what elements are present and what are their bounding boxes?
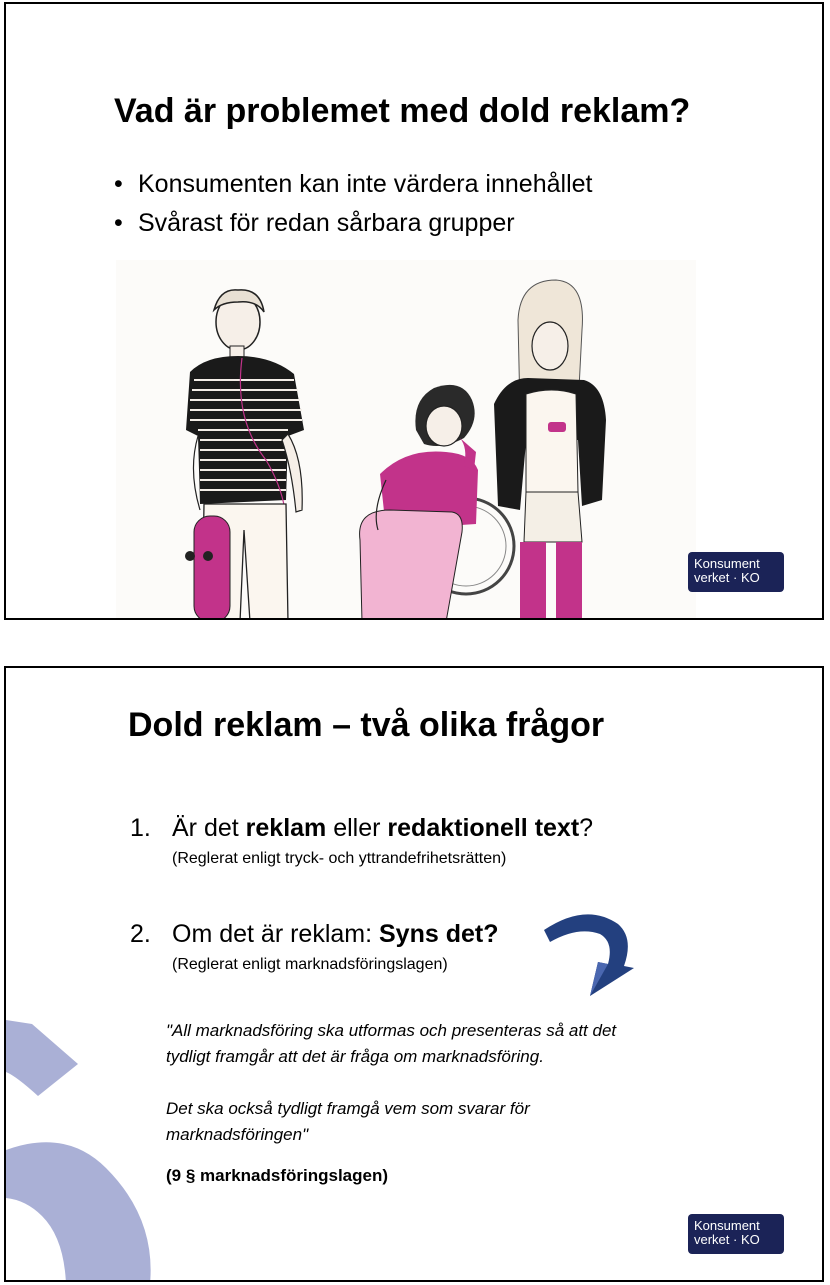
question-emphasis: reklam [245,814,327,842]
logo-line-1: Konsument [694,556,760,571]
bullet-item: • Svårast för redan sårbara grupper [114,209,592,238]
bullet-item: • Konsumenten kan inte värdera innehållet [114,170,592,199]
question-2 [130,920,498,949]
quote-line: Det ska också tydligt framgå vem som svarar för [166,1099,530,1118]
question-text: eller [326,814,388,842]
question-text: Är det [172,814,246,842]
slide-1 [4,2,824,620]
curved-arrow-icon [540,908,636,998]
slide-2 [4,666,824,1282]
quote-line: marknadsföringen" [166,1125,309,1144]
slide-1-title: Vad är problemet med dold reklam? [114,92,691,130]
question-number: 2. [130,920,151,948]
question-emphasis: redaktionell text [387,814,580,842]
logo-line-2: verket · KO [694,570,760,585]
question-emphasis: Syns det? [379,920,499,948]
question-number: 1. [130,814,151,842]
question-text: ? [579,814,594,842]
three-young-people-illustration [116,260,696,620]
slide-1-bullets [114,170,592,248]
quote-paragraph-2 [166,1096,530,1148]
slide-2-title: Dold reklam – två olika frågor [128,706,605,744]
quote-paragraph-1 [166,1018,616,1070]
question-text: Om det är reklam: [172,920,379,948]
background-s-shape [6,668,206,1282]
question-2-note: (Reglerat enligt marknadsföringslagen) [172,956,448,973]
law-reference: (9 § marknadsföringslagen) [166,1166,389,1185]
konsumentverket-ko-logo [688,1214,784,1254]
logo-line-2: verket · KO [694,1232,760,1247]
konsumentverket-ko-logo [688,552,784,592]
question-1 [130,814,593,843]
logo-line-1: Konsument [694,1218,760,1233]
quote-line: "All marknadsföring ska utformas och presenteras så att det [166,1021,617,1040]
quote-line: tydligt framgår att det är fråga om marknadsföring. [166,1047,544,1066]
question-1-note: (Reglerat enligt tryck- och yttrandefrihetsrätten) [172,850,507,867]
